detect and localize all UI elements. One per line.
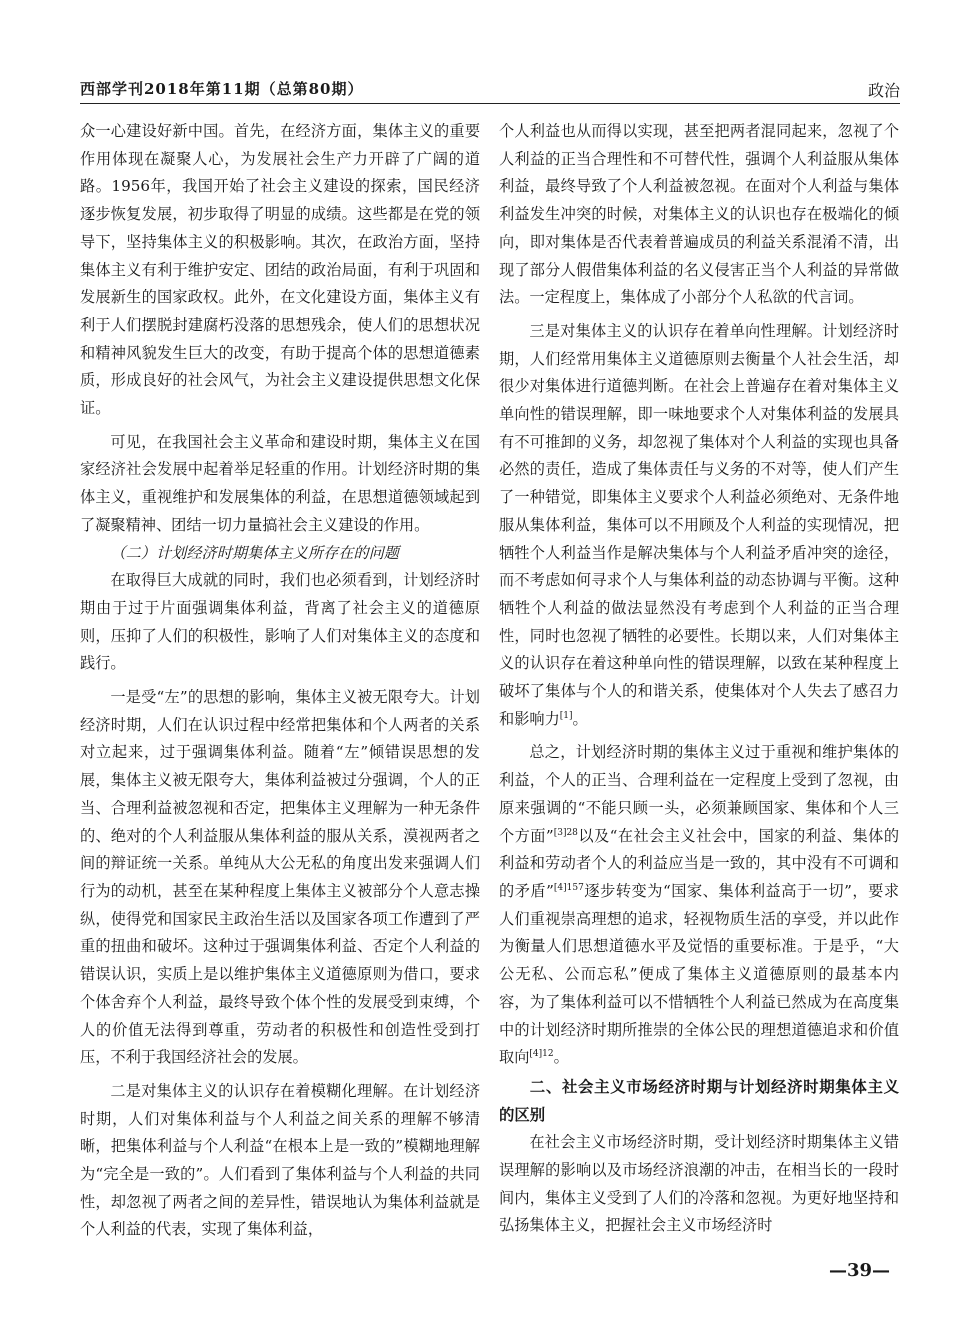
paragraph: 在社会主义市场经济时期，受计划经济时期集体主义错误理解的影响以及市场经济浪潮的冲击，在相当长的一段时间内，集体主义受到了人们的冷落和忽视。为更好地坚持和弘扬集体主义，把握社会主义市场经济时	[499, 1133, 899, 1235]
citation: [3]28	[553, 827, 578, 838]
paragraph	[499, 318, 899, 734]
citation: [4]157	[553, 882, 584, 893]
citation: [4]12	[529, 1049, 554, 1060]
paragraph: 二是对集体主义的认识存在着模糊化理解。在计划经济时期，人们对集体利益与个人利益之间关系的理解不够清晰，把集体利益与个人利益“在根本上是一致的”模糊地理解为“完全是一致的”。人们看到了集体利益与个人利益的共同性，却忽视了两者之间的差异性，错误地认为集体利益就是个人利益的代表，实现了集体利益，	[80, 1081, 480, 1239]
paragraph-text: 逐步转变为“国家、集体利益高于一切”，要求人们重视崇高理想的追求，轻视物质生活的享受，并以此作为衡量人们思想道德水平及觉悟的重要标准。于是乎，“大公无私、公而忘私”便成了集体主义道德原则的最基本内容，为了集体利益可以不惜牺牲个人利益已然成为在高度集中的计划经济时期所推崇的全体公民的理想道德追求和价值取向	[499, 881, 900, 1067]
right-column	[499, 118, 899, 1240]
paragraph: 可见，在我国社会主义革命和建设时期，集体主义在国家经济社会发展中起着举足轻重的作用。计划经济时期的集体主义，重视维护和发展集体的利益，在思想道德领域起到了凝聚精神、团结一切力量搞社会主义建设的作用。	[80, 432, 480, 534]
subsection-heading: （二）计划经济时期集体主义所存在的问题	[110, 543, 399, 562]
paragraph-text: 三是对集体主义的认识存在着单向性理解。计划经济时期，人们经常用集体主义道德原则去衡量个人社会生活，却很少对集体进行道德判断。在社会上普遍存在着对集体主义单向性的错误理解，即一味地要求个人对集体利益的发展具有不可推卸的义务，却忽视了集体对个人利益的实现也具备必然的责任，造成了集体责任与义务的不对等，使人们产生了一种错觉，即集体主义要求个人利益必须绝对、无条件地服从集体利益，集体可以不用顾及个人利益的实现情况，把牺牲个人利益当作是解决集体与个人利益矛盾冲突的途径，而不考虑如何寻求个人与集体利益的动态协调与平衡。这种牺牲个人利益的做法显然没有考虑到个人利益的正当合理性，同时也忽视了牺牲的必要性。长期以来，人们对集体主义的认识存在着这种单向性的错误理解，以致在某种程度上破坏了集体与个人的和谐关系，使集体对个人失去了感召力和影响力	[499, 321, 899, 728]
journal-title: 西部学刊2018年第11期（总第80期）	[80, 80, 364, 98]
paragraph-text: 以及“在社会主义社会中，国家的利益、集体的利益和劳动者个人的利益应当是一致的，其中没有不可调和的矛盾”	[499, 826, 900, 900]
paragraph: 一是受“左”的思想的影响，集体主义被无限夸大。计划经济时期，人们在认识过程中经常把集体和个人两者的关系对立起来，过于强调集体利益。随着“左”倾错误思想的发展，集体主义被无限夸大，集体利益被过分强调，个人的正当、合理利益被忽视和否定，把集体主义理解为一种无条件的、绝对的个人利益服从集体利益的服从关系，漠视两者之间的辩证统一关系。单纯从大公无私的角度出发来强调人们行为的动机，甚至在某种程度上集体主义被部分个人意志操纵，使得党和国家民主政治生活以及国家各项工作遭到了严重的扭曲和破坏。这种过于强调集体利益、否定个人利益的错误认识，实质上是以维护集体主义道德原则为借口，要求个体舍弃个人利益，最终导致个体个性的发展受到束缚，个人的价值无法得到尊重，劳动者的积极性和创造性受到打压，不利于我国经济社会的发展。	[80, 688, 480, 1067]
paragraph-text: 。	[553, 1048, 569, 1067]
left-column	[80, 118, 480, 1244]
paragraph-text: 总之，计划经济时期的集体主义过于重视和维护集体的利益，个人的正当、合理利益在一定程度上受到了忽视，由原来强调的“不能只顾一头，必须兼顾国家、集体和个人三个方面”	[499, 743, 899, 845]
section-label: 政治	[867, 81, 900, 100]
page-number: —39—	[828, 1260, 890, 1281]
paragraph: 个人利益也从而得以实现，甚至把两者混同起来，忽视了个人利益的正当合理性和不可替代性，强调个人利益服从集体利益，最终导致了个人利益被忽视。在面对个人利益与集体利益发生冲突的时候，对集体主义的认识也存在极端化的倾向，即对集体是否代表着普遍成员的利益关系混淆不清，出现了部分人假借集体利益的名义侵害正当个人利益的异常做法。一定程度上，集体成了小部分个人私欲的代言词。	[499, 122, 899, 307]
running-header	[80, 76, 900, 102]
section-heading: 二、社会主义市场经济时期与计划经济时期集体主义的区别	[499, 1077, 899, 1124]
paragraph: 众一心建设好新中国。首先，在经济方面，集体主义的重要作用体现在凝聚人心，为发展社会生产力开辟了广阔的道路。1956年，我国开始了社会主义建设的探索，国民经济逐步恢复发展，初步取得了明显的成绩。这些都是在党的领导下，坚持集体主义的积极影响。其次，在政治方面，坚持集体主义有利于维护安定、团结的政治局面，有利于巩固和发展新生的国家政权。此外，在文化建设方面，集体主义有利于人们摆脱封建腐朽没落的思想残余，使人们的思想状况和精神风貌发生巨大的改变，有助于提高个体的思想道德素质，形成良好的社会风气，为社会主义建设提供思想文化保证。	[80, 122, 480, 418]
paragraph-text: 。	[572, 709, 588, 728]
header-rule	[80, 103, 900, 104]
paragraph: 在取得巨大成就的同时，我们也必须看到，计划经济时期由于过于片面强调集体利益，背离了社会主义的道德原则，压抑了人们的积极性，影响了人们对集体主义的态度和践行。	[80, 571, 480, 673]
paragraph	[499, 739, 899, 1071]
citation: [1]	[559, 710, 573, 721]
